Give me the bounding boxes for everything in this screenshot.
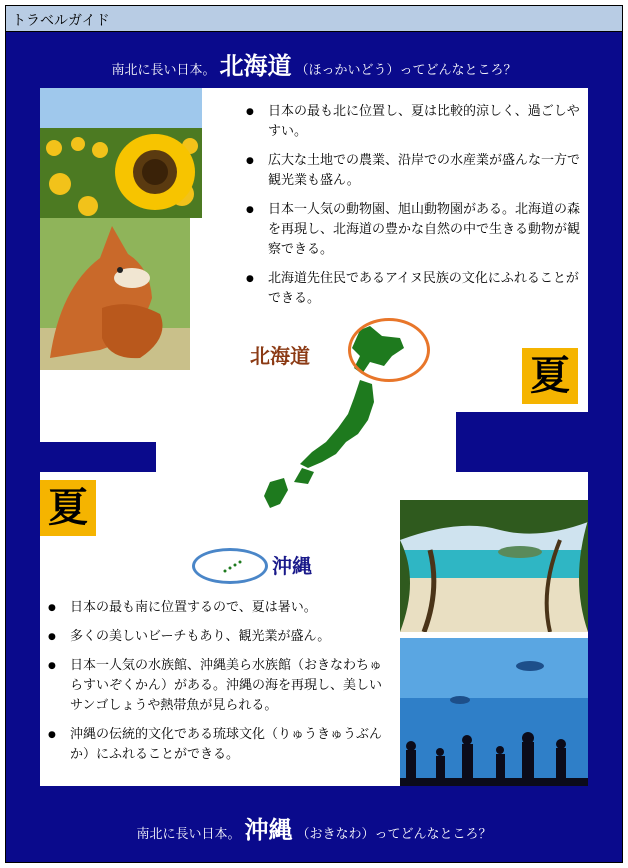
beach-photo <box>400 500 588 632</box>
aquarium-photo <box>400 638 588 786</box>
hokkaido-fact: ● 広大な土地での農業、沿岸での水産業が盛んな一方で観光業も盛ん。 <box>242 151 582 191</box>
title-bar <box>6 6 622 32</box>
okinawa-fact: ● 沖縄の伝統的文化である琉球文化（りゅうきゅうぶんか）にふれることができる。 <box>44 725 394 765</box>
hokkaido-map-label: 北海道 <box>250 344 310 368</box>
title-bar-label: トラベルガイド <box>12 13 110 29</box>
summer-badge-hokkaido: 夏 <box>522 348 578 404</box>
guide-sheet <box>5 5 623 863</box>
okinawa-heading-reading: （おきなわ） <box>296 827 375 842</box>
okinawa-fact: ● 日本の最も南に位置するので、夏は暑い。 <box>44 598 394 618</box>
okinawa-heading <box>6 810 622 845</box>
okinawa-map-label: 沖縄 <box>272 554 312 578</box>
okinawa-heading-place: 沖縄 <box>244 816 293 844</box>
hokkaido-fact: ● 日本一人気の動物園、旭山動物園がある。北海道の森を再現し、北海道の豊かな自然の中で生きる動物が観察できる。 <box>242 200 582 260</box>
okinawa-fact: ● 日本一人気の水族館、沖縄美ら水族館（おきなわちゅらすいぞくかん）がある。沖縄の海を再現し、美しいサンゴしょうや熱帯魚が見られる。 <box>44 656 394 716</box>
hokkaido-heading <box>6 46 622 81</box>
hokkaido-fact: ● 日本の最も北に位置し、夏は比較的涼しく、過ごしやすい。 <box>242 102 582 142</box>
summer-badge-okinawa: 夏 <box>40 480 96 536</box>
hokkaido-heading-suffix: ってどんなところ？ <box>399 63 517 78</box>
hokkaido-facts-list <box>242 102 582 318</box>
fox-photo <box>40 218 190 370</box>
hokkaido-fact: ● 北海道先住民であるアイヌ民族の文化にふれることができる。 <box>242 269 582 309</box>
okinawa-fact: ● 多くの美しいビーチもあり、観光業が盛ん。 <box>44 627 394 647</box>
okinawa-heading-prefix: 南北に長い日本。 <box>136 827 241 842</box>
hokkaido-heading-prefix: 南北に長い日本。 <box>111 63 216 78</box>
okinawa-highlight-oval <box>192 548 268 584</box>
sunflower-photo <box>40 88 202 218</box>
hokkaido-highlight-oval <box>348 318 430 382</box>
hokkaido-heading-place: 北海道 <box>219 52 292 80</box>
okinawa-facts-list <box>44 598 394 774</box>
hokkaido-heading-reading: （ほっかいどう） <box>295 63 400 78</box>
okinawa-heading-suffix: ってどんなところ？ <box>374 827 492 842</box>
